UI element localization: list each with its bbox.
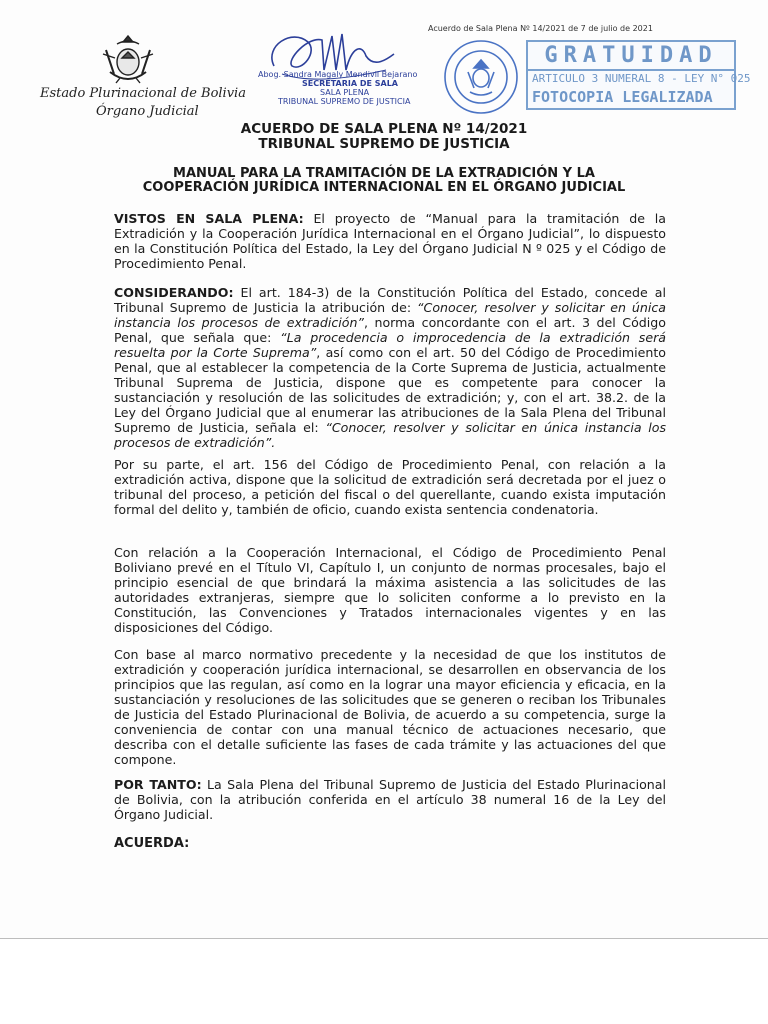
signer-name: Abog. Sandra Magaly Mendivil Bejarano xyxy=(258,70,418,79)
acuerda-heading: ACUERDA: xyxy=(114,836,190,851)
blank-margin xyxy=(0,939,768,1024)
vistos-text: El proyecto de “Manual para la tramitación de la Extradición y la Cooperación Jurídica Internacional en el Órgano Judicial”, lo dispuesto en la Constitución Política del Estado, la Ley del Órgano Judicial N º 025 y el Código de Procedimiento Penal. xyxy=(114,211,667,271)
considerando-quote-2: “La procedencia o improcedencia de la extradición será resuelta por la Corte Suprema” xyxy=(114,330,666,360)
stamp-copy-type: FOTOCOPIA LEGALIZADA xyxy=(532,88,713,106)
paragraph-normative-framework: Con base al marco normativo precedente y la necesidad de que los institutos de extradición y cooperación jurídica internacional, se desarrollen en observancia de los principios que las regulan, así como en la lograr una mayor eficiencia y eficacia, en la sustanciación y resoluciones de las solicitudes que se generen o reciban los Tribunales de Justicia del Estado Plurinacional de Bolivia, de acuerdo a su competencia, surge la conveniencia de contar con una manual técnico de actuaciones necesario, que describa con el detalle suficiente las fases de cada trámite y las actuaciones del que compone. xyxy=(114,647,666,767)
signer-court: TRIBUNAL SUPREMO DE JUSTICIA xyxy=(278,97,411,106)
official-round-seal-icon xyxy=(442,38,520,116)
considerando-label: CONSIDERANDO: xyxy=(114,285,234,300)
paragraph-art-156: Por su parte, el art. 156 del Código de Procedimiento Penal, con relación a la extradición activa, dispone que la solicitud de extradición será decretada por el juez o tribunal del proceso, a petición del fiscal o del querellante, cuando exista imputación formal del delito y, también de oficio, cuando exista sentencia condenatoria. xyxy=(114,457,666,517)
bolivia-coat-of-arms-icon xyxy=(100,32,156,84)
portanto-paragraph xyxy=(114,777,666,822)
stamp-article: ARTICULO 3 NUMERAL 8 - LEY N° 025 xyxy=(532,72,751,85)
paragraph-cooperation: Con relación a la Cooperación Internacional, el Código de Procedimiento Penal Boliviano prevé en el Título VI, Capítulo I, un conjunto de normas procesales, bajo el principio esencial de que brindará la máxima asistencia a las solicitudes de las autoridades extranjeras, siempre que lo soliciten conforme a lo previsto en la Constitución, las Convenciones y Tratados internacionales vigentes y en las disposiciones del Código. xyxy=(114,545,666,635)
organ-name: Órgano Judicial xyxy=(96,104,199,119)
signature-block xyxy=(258,70,417,106)
manual-title-line-2: COOPERACIÓN JURÍDICA INTERNACIONAL EN EL ÓRGANO JUDICIAL xyxy=(142,180,626,195)
portanto-label: POR TANTO: xyxy=(114,777,202,792)
considerando-text-b: , norma concordante con el art. 3 del Código Penal, que señala que: xyxy=(114,315,666,345)
signer-sala: SALA PLENA xyxy=(320,88,370,97)
signer-role: SECRETARIA DE SALA xyxy=(302,79,398,88)
stamp-title: GRATUIDAD xyxy=(528,43,734,71)
agreement-title: ACUERDO DE SALA PLENA Nº 14/2021 xyxy=(240,121,528,137)
considerando-text-a: El art. 184-3) de la Constitución Política del Estado, concede al Tribunal Supremo de Justicia la atribución de: xyxy=(114,285,666,315)
state-name: Estado Plurinacional de Bolivia xyxy=(40,86,246,101)
considerando-quote-1: “Conocer, resolver y solicitar en única instancia los procesos de extradición” xyxy=(114,300,666,330)
vistos-label: VISTOS EN SALA PLENA: xyxy=(114,211,304,226)
considerando-quote-3: “Conocer, resolver y solicitar en única instancia los procesos de extradición”. xyxy=(114,420,667,450)
gratuity-stamp xyxy=(526,40,751,110)
court-title: TRIBUNAL SUPREMO DE JUSTICIA xyxy=(258,136,510,152)
manual-title-line-1: MANUAL PARA LA TRAMITACIÓN DE LA EXTRADICIÓN Y LA xyxy=(173,166,595,181)
considerando-paragraph xyxy=(114,285,666,450)
portanto-text: La Sala Plena del Tribunal Supremo de Justicia del Estado Plurinacional de Bolivia, con la atribución conferida en el artículo 38 numeral 16 de la Ley del Órgano Judicial. xyxy=(114,777,667,822)
vistos-paragraph xyxy=(114,211,666,271)
considerando-text-c: , así como con el art. 50 del Código de Procedimiento Penal, que al establecer la competencia de la Corte Suprema de Justicia, actualmente Tribunal Suprema de Justicia, dispone que es competente para conocer la sustanciación y resolución de las solicitudes de extradición; y, con el art. 38.2. de la Ley del Órgano Judicial que al enumerar las atribuciones de la Sala Plena del Tribunal Supremo de Justicia, señala el: xyxy=(114,345,667,435)
document-reference: Acuerdo de Sala Plena Nº 14/2021 de 7 de julio de 2021 xyxy=(428,24,653,33)
